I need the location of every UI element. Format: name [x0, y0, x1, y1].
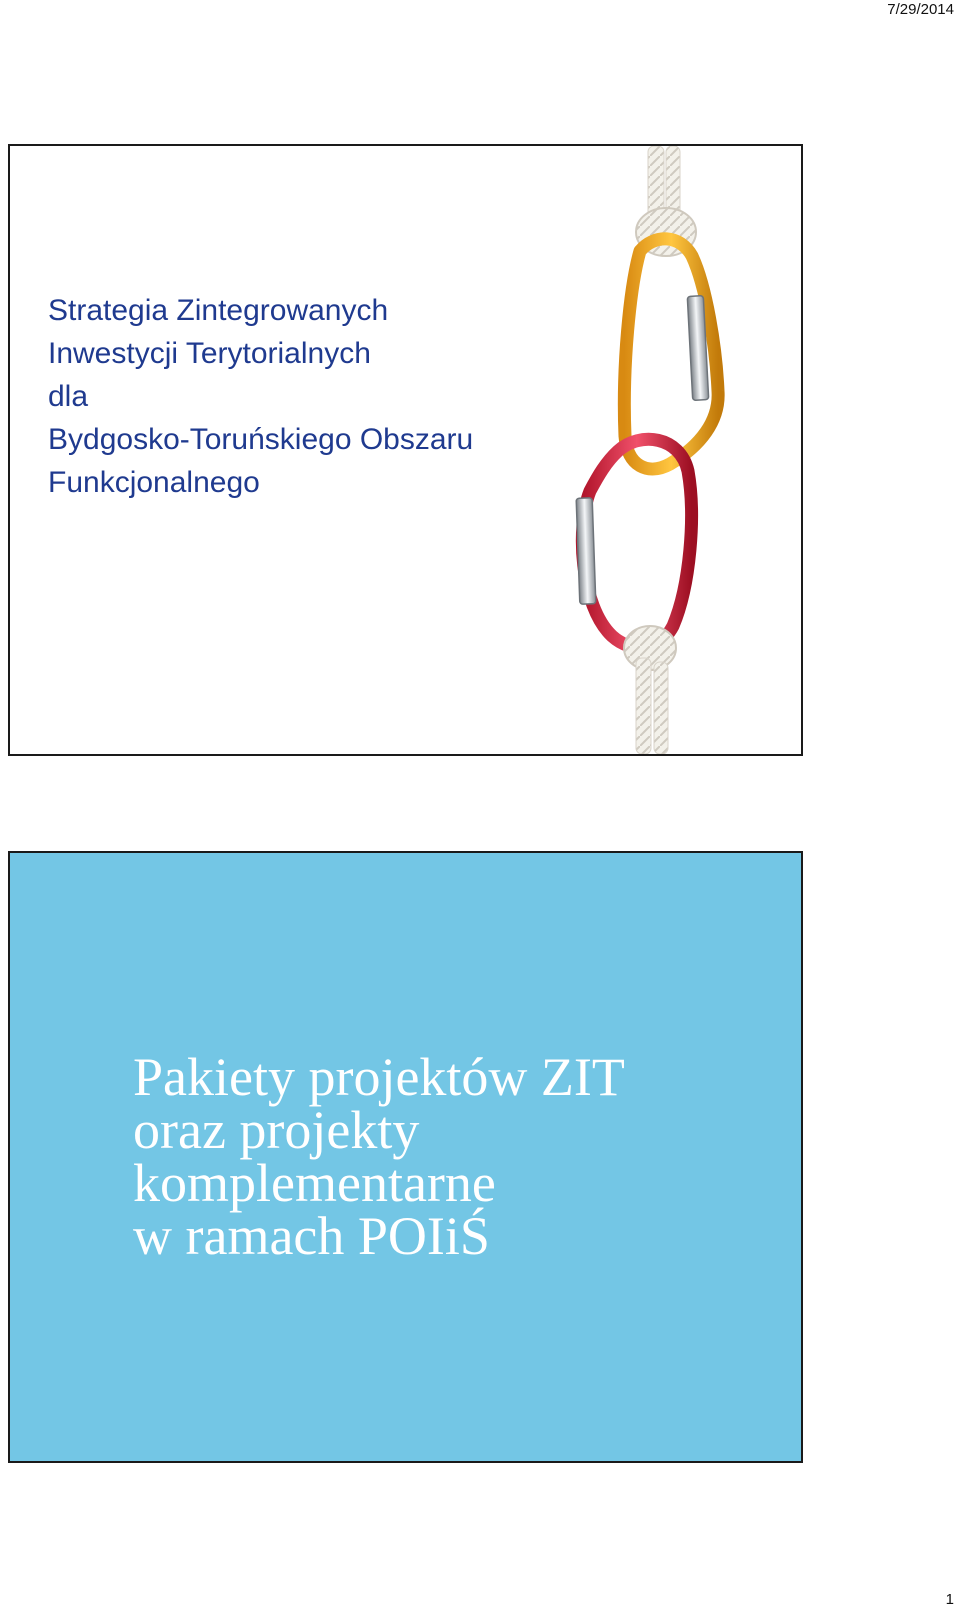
slide-2-title-line: oraz projekty	[133, 1100, 420, 1160]
slide-1-title-line: Bydgosko-Toruńskiego Obszaru	[48, 423, 474, 456]
slide-1-title-line: Strategia Zintegrowanych	[48, 294, 389, 327]
slide-1-title-line: Funkcjonalnego	[48, 466, 260, 499]
carabiner-rope-image	[570, 146, 770, 754]
slide-1-title-line: Inwestycji Terytorialnych	[48, 337, 371, 370]
page-number: 1	[945, 1591, 954, 1608]
slide-1-title-line: dla	[48, 380, 89, 413]
slide-1-title	[48, 289, 473, 504]
slide-2-title-line: komplementarne	[133, 1153, 496, 1213]
slide-2-title	[133, 1047, 625, 1266]
slide-1	[8, 144, 803, 756]
print-date: 7/29/2014	[887, 1, 954, 18]
slide-2-title-line: Pakiety projektów ZIT	[133, 1047, 625, 1107]
slide-2-title-line: w ramach POIiŚ	[133, 1206, 490, 1266]
slide-2	[8, 851, 803, 1463]
